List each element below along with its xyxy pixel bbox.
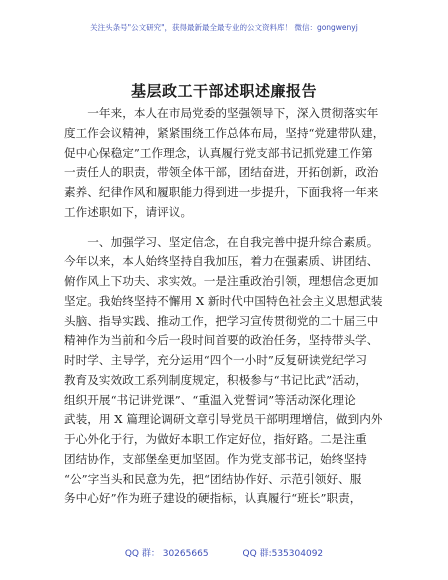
paragraph-line: 今年以来，本人始终坚持自我加压，着力在强素质、讲团结、: [64, 254, 379, 269]
paragraph-line: 头脑、指导实践、推动工作，把学习宣传贯彻党的二十届三中: [64, 313, 379, 328]
paragraph-line: 坚定。我始终坚持不懈用 X 新时代中国特色社会主义思想武装: [64, 293, 383, 308]
paragraph-line: 教育及实效政工系列制度规定，积极参与“书记比武”活动，: [64, 372, 368, 387]
footer: [0, 546, 448, 559]
footer-qq-group-2: QQ 群:535304092: [242, 549, 324, 559]
paragraph-line: “公”字当头和民意为先，把“团结协作好、示范引领好、服: [64, 471, 362, 486]
paragraph-line: 促中心保稳定”工作理念，认真履行党支部书记抓党建工作第: [64, 145, 373, 160]
paragraph-line: 一、加强学习、坚定信念，在自我完善中提升综合素质。: [64, 234, 379, 249]
paragraph-line: 精神作为当前和今后一段时间首要的政治任务，坚持带头学、: [64, 333, 379, 348]
paragraph-line: 一年来，本人在市局党委的坚强领导下，深入贯彻落实年: [64, 106, 379, 120]
paragraph-line: 一责任人的职责，带领全体干部，团结奋进，开拓创新，政治: [64, 165, 379, 180]
paragraph-line: 武装，用 X 篇理论调研文章引导党员干部明理增信，做到内外: [64, 412, 383, 427]
document-body: [64, 104, 385, 509]
paragraph-gap: [64, 223, 385, 233]
paragraph-line: 组织开展“书记讲党课”、“重温入党誓词”等活动深化理论: [64, 392, 356, 407]
paragraph-line: 素养、纪律作风和履职能力得到进一步提升，下面我将一年来: [64, 185, 379, 199]
footer-qq-group-1: QQ 群： 30265665: [124, 549, 209, 559]
header-banner: 关注头条号"公文研究"，获得最新最全最专业的公文资料库！ 微信：gongwenyj: [90, 23, 358, 32]
paragraph-line: 度工作会议精神，紧紧围绕工作总体布局，坚持“党建带队建，: [64, 125, 385, 140]
paragraph-line: 团结协作，支部堡垒更加坚固。作为党支部书记，始终坚持: [64, 451, 367, 466]
paragraph-line: 工作述职如下，请评议。: [64, 204, 193, 219]
paragraph-line: 务中心好”作为班子建设的硬指标，认真履行“班长”职责，: [64, 491, 362, 506]
document-title: 基层政工干部述职述廉报告: [130, 82, 317, 100]
paragraph-line: 于心外化于行，为做好本职工作定好位，指好路。二是注重: [64, 432, 367, 446]
paragraph-line: 俯作风上下功夫、求实效。一是注重政治引领，理想信念更加: [64, 274, 379, 288]
paragraph-line: 时时学、主导学，充分运用“四个一小时”反复研读党纪学习: [64, 353, 368, 367]
